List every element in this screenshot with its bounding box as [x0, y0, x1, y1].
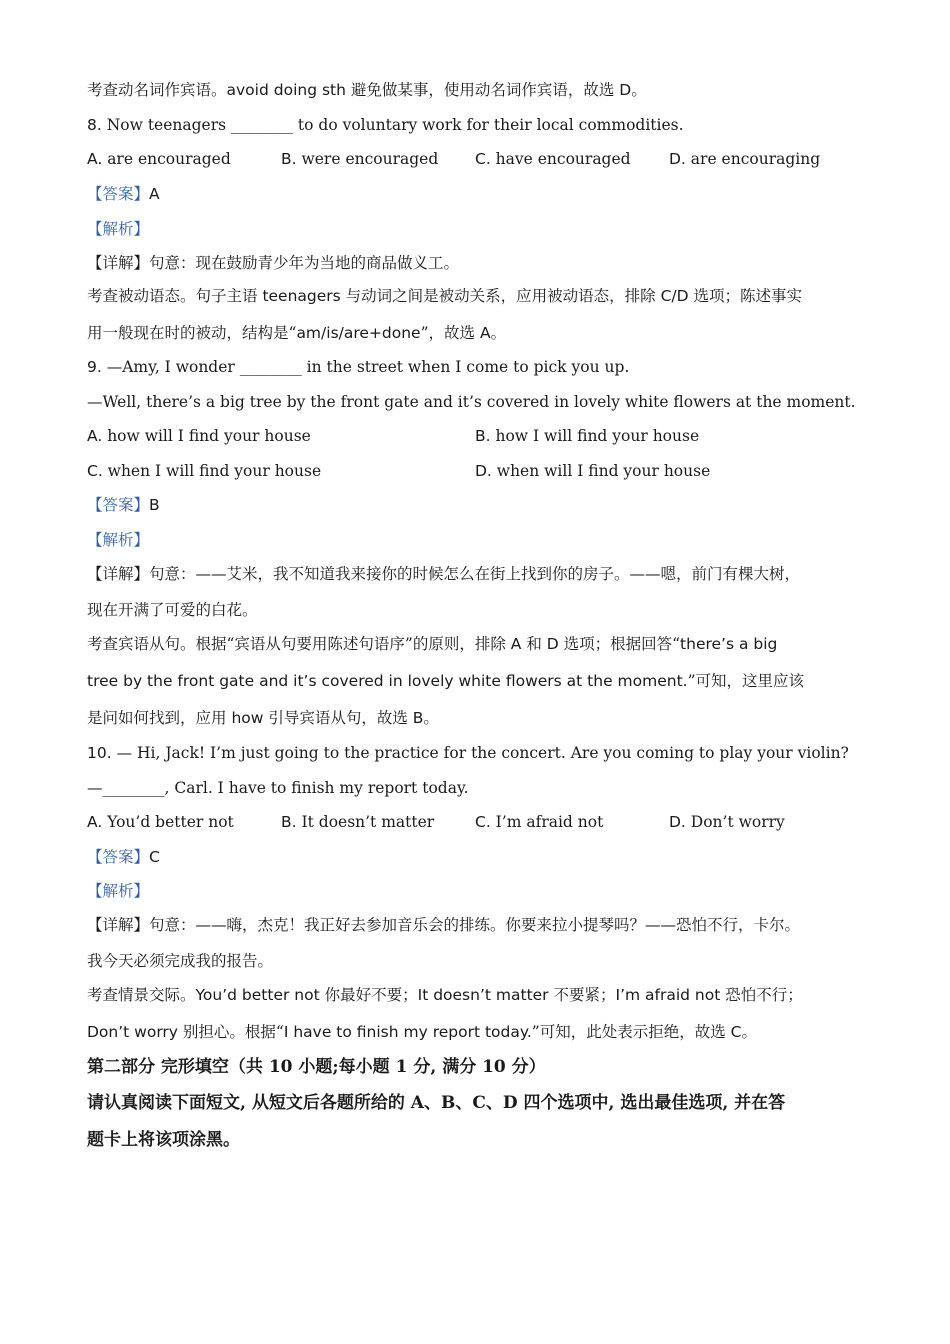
q8-option-d — [669, 148, 820, 170]
q8-question — [87, 114, 870, 136]
option-text: It doesn’t matter — [296, 813, 435, 831]
q8-answer — [87, 183, 870, 205]
exp-latin: It doesn’t matter — [417, 986, 549, 1004]
analysis-label: 【解析】 — [87, 882, 150, 900]
q10-answer — [87, 846, 870, 868]
q8-number: 8. — [87, 116, 102, 134]
q9-option-b — [475, 425, 699, 447]
q10-number: 10. — [87, 744, 112, 762]
q8-analysis-label — [87, 218, 870, 240]
option-letter: D. — [669, 150, 686, 168]
q10-explanation-line1 — [87, 984, 870, 1006]
q8-explanation-line1 — [87, 285, 870, 307]
q8-option-b — [281, 148, 438, 170]
exp-latin: C/D — [660, 287, 689, 305]
exp-text: 你最好不要； — [319, 986, 418, 1004]
q9-explanation-line1 — [87, 633, 870, 655]
part2-instructions-line2: 题卡上将该项涂黑。 — [87, 1130, 240, 1150]
answer-label: 【答案】 — [87, 848, 150, 866]
q8-explanation-line2 — [87, 322, 870, 344]
exp-text: ”可知，这里应该 — [687, 672, 805, 690]
q9-question — [87, 356, 870, 378]
exp-latin: Don’t worry — [87, 1023, 178, 1041]
option-letter: D. — [475, 462, 492, 480]
exp-latin: teenagers — [262, 287, 341, 305]
q8-option-a — [87, 148, 231, 170]
exp-text: 别担心。根据“ — [177, 1023, 284, 1041]
exp-text: 。 — [490, 324, 507, 342]
exp-text: 是问如何找到，应用 — [87, 709, 232, 727]
q9-analysis-label — [87, 529, 870, 551]
q8-detail: 【详解】句意：现在鼓励青少年为当地的商品做义工。 — [87, 254, 460, 272]
option-letter: B. — [281, 150, 297, 168]
q7-exp-text: 避免做某事，使用动名词作宾语，故选 — [345, 81, 620, 99]
q10-detail-line2: 我今天必须完成我的报告。 — [87, 952, 274, 970]
option-text: I’m afraid not — [490, 813, 604, 831]
q10-option-c — [475, 811, 603, 833]
exp-latin: C — [730, 1023, 742, 1041]
exp-text: 用一般现在时的被动，结构是“ — [87, 324, 297, 342]
exp-text: 和 — [521, 635, 547, 653]
option-text: when I will find your house — [102, 462, 322, 480]
q9-dialogue-line2: —Well, there’s a big tree by the front gate and it’s covered in lovely white flowers at the moment. — [87, 393, 856, 411]
option-letter: B. — [281, 813, 297, 831]
q9-answer — [87, 494, 870, 516]
q9-option-a — [87, 425, 311, 447]
exp-text: 考查情景交际。 — [87, 986, 196, 1004]
exp-text: 引导宾语从句，故选 — [263, 709, 413, 727]
exp-text: 与动词之间是被动关系，应用被动语态，排除 — [340, 287, 661, 305]
q7-exp-text: 。 — [631, 81, 647, 99]
q7-exp-text: 考查动名词作宾语。 — [87, 81, 227, 99]
option-text: You’d better not — [102, 813, 234, 831]
exp-latin: how — [231, 709, 264, 727]
exp-text: 不要紧； — [548, 986, 616, 1004]
exp-text: 选项；根据回答“ — [558, 635, 681, 653]
q10-detail-line1: 【详解】句意：——嗨，杰克！我正好去参加音乐会的排练。你要来拉小提琴吗？——恐怕不行，卡尔。 — [87, 916, 801, 934]
option-text: have encouraged — [490, 150, 631, 168]
exp-latin: am/is/are+done — [296, 324, 421, 342]
exp-latin: I have to finish my report today. — [283, 1023, 532, 1041]
option-text: when will I find your house — [491, 462, 711, 480]
option-letter: D. — [669, 813, 686, 831]
option-letter: A. — [87, 427, 103, 445]
answer-label: 【答案】 — [87, 185, 150, 203]
answer-label: 【答案】 — [87, 496, 150, 514]
q7-exp-letter: D — [619, 81, 632, 99]
option-text: Don’t worry — [685, 813, 785, 831]
q7-exp-phrase: avoid doing sth — [226, 81, 346, 99]
q9-option-c — [87, 460, 321, 482]
option-letter: B. — [475, 427, 491, 445]
option-text: are encouraging — [685, 150, 821, 168]
q9-detail-line1: 【详解】句意：——艾米，我不知道我来接你的时候怎么在街上找到你的房子。——嗯，前门有棵大树， — [87, 565, 801, 583]
answer-value: B — [149, 496, 160, 514]
option-text: were encouraged — [296, 150, 439, 168]
q9-explanation-line2 — [87, 670, 870, 692]
q9-detail-line2: 现在开满了可爱的白花。 — [87, 601, 258, 619]
q10-explanation-line2 — [87, 1021, 870, 1043]
exp-latin: B — [412, 709, 424, 727]
exp-latin: tree by the front gate and it’s covered in lovely white flowers at the moment. — [87, 672, 688, 690]
part2-title: 第二部分 完形填空（共 10 小题;每小题 1 分, 满分 10 分） — [87, 1057, 546, 1077]
exp-latin: A — [510, 635, 522, 653]
exp-text: 。 — [423, 709, 439, 727]
option-letter: C. — [87, 462, 103, 480]
q7-explanation — [87, 79, 870, 101]
exp-text: ”，故选 — [420, 324, 480, 342]
exp-latin: D — [546, 635, 559, 653]
option-letter: A. — [87, 813, 103, 831]
exp-text: 恐怕不行； — [720, 986, 803, 1004]
q10-analysis-label — [87, 880, 870, 902]
option-text: are encouraged — [102, 150, 231, 168]
exp-text: 。 — [741, 1023, 757, 1041]
q9-option-d — [475, 460, 710, 482]
exp-latin: I’m afraid not — [615, 986, 721, 1004]
q9-explanation-line3 — [87, 707, 870, 729]
answer-value: A — [149, 185, 160, 203]
option-letter: A. — [87, 150, 103, 168]
exp-text: 考查被动语态。句子主语 — [87, 287, 263, 305]
q10-dialogue-line2: —________, Carl. I have to finish my report today. — [87, 779, 469, 797]
option-text: how I will find your house — [490, 427, 700, 445]
q10-option-b — [281, 811, 434, 833]
q10-stem: — Hi, Jack! I’m just going to the practice for the concert. Are you coming to play your violin? — [111, 744, 849, 762]
exp-latin: You’d better not — [195, 986, 320, 1004]
q8-option-c — [475, 148, 631, 170]
analysis-label: 【解析】 — [87, 531, 150, 549]
option-text: how will I find your house — [102, 427, 311, 445]
exp-text: 考查宾语从句。根据“宾语从句要用陈述句语序”的原则，排除 — [87, 635, 511, 653]
exp-text: ”可知，此处表示拒绝，故选 — [531, 1023, 731, 1041]
option-letter: C. — [475, 150, 491, 168]
q10-option-d — [669, 811, 785, 833]
exp-latin: there’s a big — [680, 635, 778, 653]
part2-instructions-line1: 请认真阅读下面短文, 从短文后各题所给的 A、B、C、D 四个选项中, 选出最佳选项, 并在答 — [87, 1093, 786, 1113]
analysis-label: 【解析】 — [87, 220, 150, 238]
q9-number: 9. — [87, 358, 102, 376]
q9-stem: —Amy, I wonder ________ in the street when I come to pick you up. — [101, 358, 630, 376]
answer-value: C — [149, 848, 160, 866]
exp-latin: A — [479, 324, 491, 342]
option-letter: C. — [475, 813, 491, 831]
q10-question — [87, 742, 870, 764]
exp-text: 选项；陈述事实 — [688, 287, 803, 305]
q10-option-a — [87, 811, 234, 833]
q8-stem: Now teenagers ________ to do voluntary work for their local commodities. — [101, 116, 684, 134]
